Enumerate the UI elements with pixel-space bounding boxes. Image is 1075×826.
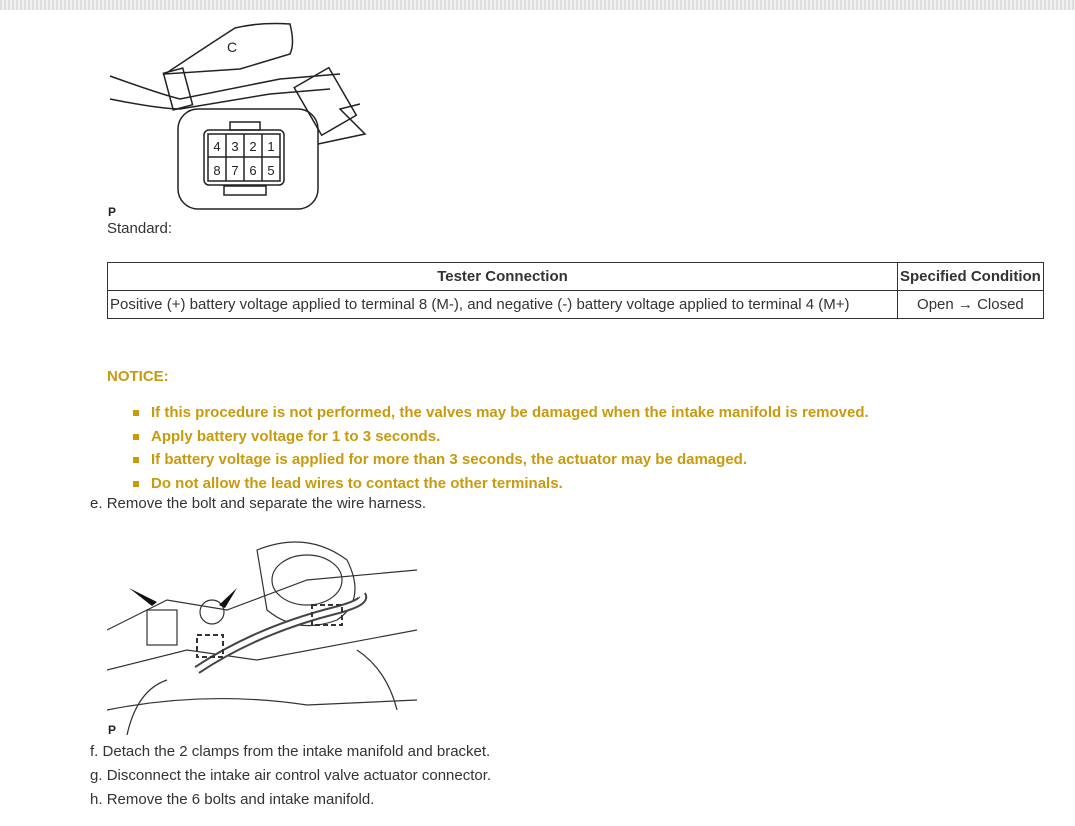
step-marker: f.	[90, 743, 99, 760]
column-header: Specified Condition	[898, 263, 1044, 291]
callout-letter: C	[227, 39, 238, 55]
bullet-icon	[133, 434, 139, 440]
pin-label: 7	[231, 163, 239, 178]
column-header: Tester Connection	[108, 263, 898, 291]
top-border	[0, 0, 1075, 10]
engine-illustration	[107, 540, 417, 735]
notice-text: Do not allow the lead wires to contact the other terminals.	[151, 474, 563, 492]
pin-label: 5	[267, 163, 275, 178]
notice-text: If battery voltage is applied for more than 3 seconds, the actuator may be damaged.	[151, 451, 747, 468]
standard-label: Standard:	[107, 220, 173, 237]
step-h	[90, 788, 491, 812]
arrow-icon	[219, 588, 237, 608]
notice-item	[133, 448, 869, 472]
step-text: Remove the 6 bolts and intake manifold.	[106, 791, 375, 808]
step-marker: h.	[90, 791, 103, 808]
figure-label: P	[108, 723, 117, 737]
table-row	[108, 291, 1044, 319]
pin-label: 6	[249, 163, 257, 178]
table-cell: Open → Closed	[898, 291, 1044, 319]
step-e	[90, 495, 426, 512]
notice-item	[133, 401, 869, 425]
pin-label: 4	[213, 139, 221, 154]
bullet-icon	[133, 481, 139, 487]
notice-title: NOTICE:	[107, 368, 169, 385]
pin-label: 3	[231, 139, 239, 154]
step-text: Disconnect the intake air control valve actuator connector.	[106, 767, 492, 784]
notice-text: If this procedure is not performed, the valves may be damaged when the intake manifold is removed.	[151, 404, 869, 421]
steps-list	[90, 740, 491, 812]
notice-text: Apply battery voltage for 1 to 3 seconds.	[151, 427, 441, 445]
figure-label: P	[108, 205, 117, 219]
step-marker: e.	[90, 495, 103, 512]
step-text: Detach the 2 clamps from the intake manifold and bracket.	[102, 743, 491, 760]
step-text: Remove the bolt and separate the wire harness.	[106, 495, 427, 512]
pin-label: 2	[249, 139, 257, 154]
step-f	[90, 740, 491, 764]
arrow-icon	[129, 588, 157, 606]
pin-label: 1	[267, 139, 275, 154]
step-marker: g.	[90, 767, 103, 784]
table-header-row	[108, 263, 1044, 291]
bullet-icon	[133, 410, 139, 416]
spec-table	[107, 262, 1044, 319]
notice-item	[133, 472, 869, 496]
notice-item	[133, 425, 869, 449]
connector-illustration	[100, 14, 400, 214]
table-cell: Positive (+) battery voltage applied to terminal 8 (M-), and negative (-) battery voltage applied to terminal 4 (M+)	[108, 291, 898, 319]
notice-list	[133, 401, 869, 495]
step-g	[90, 764, 491, 788]
bullet-icon	[133, 457, 139, 463]
pin-label: 8	[213, 163, 221, 178]
